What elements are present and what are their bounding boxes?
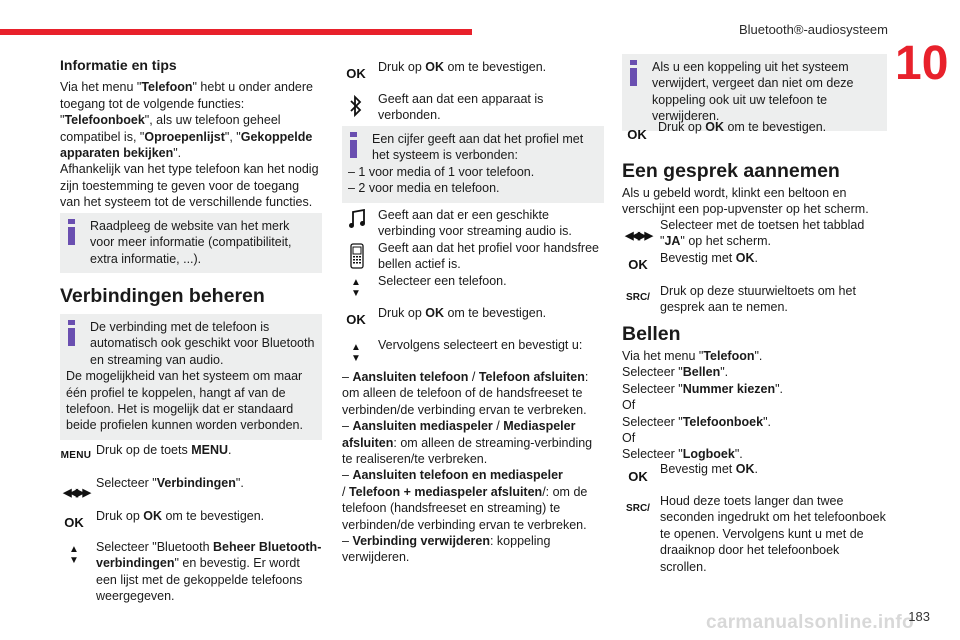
menu-button-icon: MENU bbox=[60, 450, 92, 461]
step-stuurwieltoets: Druk op deze stuurwieltoets om het gesprek aan te nemen. bbox=[660, 284, 856, 315]
heading-verbindingen-beheren: Verbindingen beheren bbox=[60, 285, 265, 307]
list-item: – Verbinding verwijderen: koppeling verwijderen. bbox=[342, 534, 551, 565]
step-ok-1: Druk op OK om te bevestigen. bbox=[96, 509, 265, 523]
page-number: 183 bbox=[908, 609, 930, 624]
info-box-website: Raadpleeg de website van het merk voor meer informatie (compatibiliteit, extra informatie, ...). bbox=[60, 213, 322, 273]
left-right-arrows-icon: ◀◀▶▶ bbox=[625, 230, 651, 242]
info-box-koppeling-verwijderen: Als u een koppeling uit het systeem verwijdert, vergeet dan niet om deze koppeling ook uit uw telefoon te verwijderen. bbox=[622, 54, 887, 131]
step-tabblad-ja: Selecteer met de toetsen het tabblad "JA" op het scherm. bbox=[660, 218, 865, 249]
bellen-steps: Via het menu "Telefoon". Selecteer "Bellen". Selecteer "Nummer kiezen". Of Selecteer "Telefoonboek". Of Selecteer "Logboek". bbox=[622, 349, 784, 462]
heading-informatie-en-tips: Informatie en tips bbox=[60, 57, 177, 73]
step-apparaat-verbonden: Geeft aan dat een apparaat is verbonden. bbox=[378, 92, 544, 123]
ok-button-icon: OK bbox=[628, 257, 648, 272]
up-down-arrows-icon: ▲ ▼ bbox=[351, 342, 361, 364]
paragraph-telefoon-menu: Via het menu "Telefoon" hebt u onder andere toegang tot de volgende functies: "Telefoonboek", als uw telefoon geheel compatibel is, "Oproepenlijst", "Gekoppelde apparaten bekijken". bbox=[60, 80, 314, 161]
step-telefoonboek-openen: Houd deze toets langer dan twee seconden ingedrukt om het telefoonboek te openen. Vervolgens kunt u met de draaiknop door het telefoonboek scrollen. bbox=[660, 494, 886, 574]
info-icon bbox=[630, 60, 637, 86]
ok-button-icon: OK bbox=[346, 66, 366, 81]
step-bevestig-ok-2: Bevestig met OK. bbox=[660, 462, 758, 476]
info-icon bbox=[68, 219, 75, 245]
step-menu: Druk op de toets MENU. bbox=[96, 443, 232, 457]
section-informatie bbox=[60, 57, 322, 211]
ok-button-icon: OK bbox=[627, 127, 647, 142]
step-ok-2: Druk op OK om te bevestigen. bbox=[378, 60, 547, 74]
left-right-arrows-icon: ◀◀▶▶ bbox=[63, 487, 89, 499]
up-down-arrows-icon: ▲ ▼ bbox=[351, 277, 361, 299]
step-ok-3: Druk op OK om te bevestigen. bbox=[378, 306, 547, 320]
steering-wheel-src-button-icon: SRC/ bbox=[626, 503, 650, 514]
step-selecteer-telefoon: Selecteer een telefoon. bbox=[378, 274, 507, 288]
step-streaming-audio: Geeft aan dat er een geschikte verbinding voor streaming audio is. bbox=[378, 208, 572, 239]
step-handsfree-actief: Geeft aan dat het profiel voor handsfree bellen actief is. bbox=[378, 241, 599, 272]
connection-options-list bbox=[342, 369, 604, 566]
header-red-bar bbox=[0, 29, 472, 35]
chapter-number: 10 bbox=[895, 37, 949, 90]
paragraph-toestemming: Afhankelijk van het type telefoon kan het nodig zijn toestemming te geven voor de toegang van het systeem tot de verschillende functies. bbox=[60, 162, 319, 210]
step-bluetooth-beheer: Selecteer "Bluetooth Beheer Bluetooth-verbindingen" en bevestig. Er wordt een lijst met de gekoppelde telefoons weergegeven. bbox=[96, 540, 322, 604]
step-selecteert-bevestigt: Vervolgens selecteert en bevestigt u: bbox=[378, 338, 583, 352]
info-box-verbinding: De verbinding met de telefoon is automatisch ook geschikt voor Bluetooth en streaming van audio. De mogelijkheid van het systeem om maar één profiel te koppelen, hangt af van de telefoon. Het is mogelijk dat er standaard beide profielen kunnen worden verbonden. bbox=[60, 314, 322, 440]
list-item: – Aansluiten telefoon / Telefoon afsluiten: om alleen de telefoon of de handsfreeset te verbinden/de verbinding ervan te verbreken. bbox=[342, 370, 589, 417]
step-verbindingen: Selecteer "Verbindingen". bbox=[96, 476, 244, 490]
info-icon bbox=[68, 320, 75, 346]
page-header-title: Bluetooth®-audiosysteem bbox=[738, 22, 888, 37]
paragraph-gebeld: Als u gebeld wordt, klinkt een beltoon en verschijnt een pop-upvenster op het scherm. bbox=[622, 186, 869, 217]
list-item: – Aansluiten telefoon en mediaspeler / Telefoon + mediaspeler afsluiten/: om de telefoon (handsfreeset en streaming) te verbinden/de verbinding ervan te verbreken. bbox=[342, 468, 588, 532]
info-box-cijfer-profiel: Een cijfer geeft aan dat het profiel met het systeem is verbonden: – 1 voor media of 1 voor telefoon. – 2 voor media en telefoon. bbox=[342, 126, 604, 203]
steering-wheel-src-button-icon: SRC/ bbox=[626, 292, 650, 303]
ok-button-icon: OK bbox=[64, 515, 84, 530]
step-bevestig-ok-1: Bevestig met OK. bbox=[660, 251, 758, 265]
ok-button-icon: OK bbox=[628, 469, 648, 484]
list-item: – Aansluiten mediaspeler / Mediaspeler afsluiten: om alleen de streaming-verbinding te realiseren/te verbreken. bbox=[342, 419, 593, 467]
heading-gesprek-aannemen: Een gesprek aannemen bbox=[622, 160, 840, 182]
heading-bellen: Bellen bbox=[622, 323, 681, 345]
ok-button-icon: OK bbox=[346, 312, 366, 327]
step-ok-4: Druk op OK om te bevestigen. bbox=[658, 120, 827, 134]
watermark: carmanualsonline.info bbox=[706, 612, 914, 633]
up-down-arrows-icon: ▲ ▼ bbox=[69, 544, 79, 566]
info-icon bbox=[350, 132, 357, 158]
